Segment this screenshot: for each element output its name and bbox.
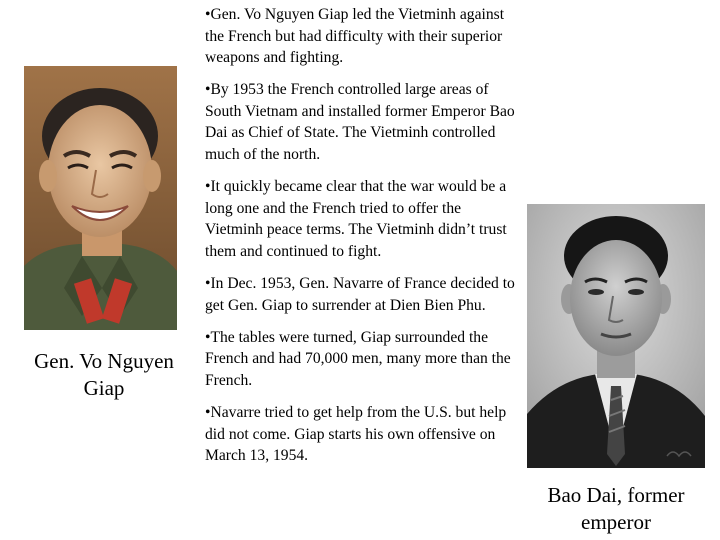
- bullet-item: •It quickly became clear that the war would be a long one and the French tried to offer the Vietminh peace terms. The Vietminh didn’t trust them and continued to fight.: [205, 178, 507, 260]
- bao-dai-portrait-photo: [527, 204, 705, 468]
- bao-dai-caption: Bao Dai, former emperor: [547, 483, 685, 534]
- bullet-list: [205, 4, 521, 467]
- giap-portrait-photo: [24, 66, 177, 330]
- bullet-item: •Navarre tried to get help from the U.S. but help did not come. Giap starts his own offensive on March 13, 1954.: [205, 404, 507, 465]
- bullet-item: •Gen. Vo Nguyen Giap led the Vietminh against the French but had difficulty with their superior weapons and fighting.: [205, 6, 505, 67]
- bullet-item: •In Dec. 1953, Gen. Navarre of France decided to get Gen. Giap to surrender at Dien Bien Phu.: [205, 275, 515, 314]
- giap-caption: Gen. Vo Nguyen Giap: [34, 349, 174, 400]
- bullet-item: •The tables were turned, Giap surrounded the French and had 70,000 men, many more than the French.: [205, 328, 511, 389]
- bullet-item: •By 1953 the French controlled large areas of South Vietnam and installed former Emperor Bao Dai as Chief of State. The Vietminh controlled much of the north.: [205, 81, 515, 164]
